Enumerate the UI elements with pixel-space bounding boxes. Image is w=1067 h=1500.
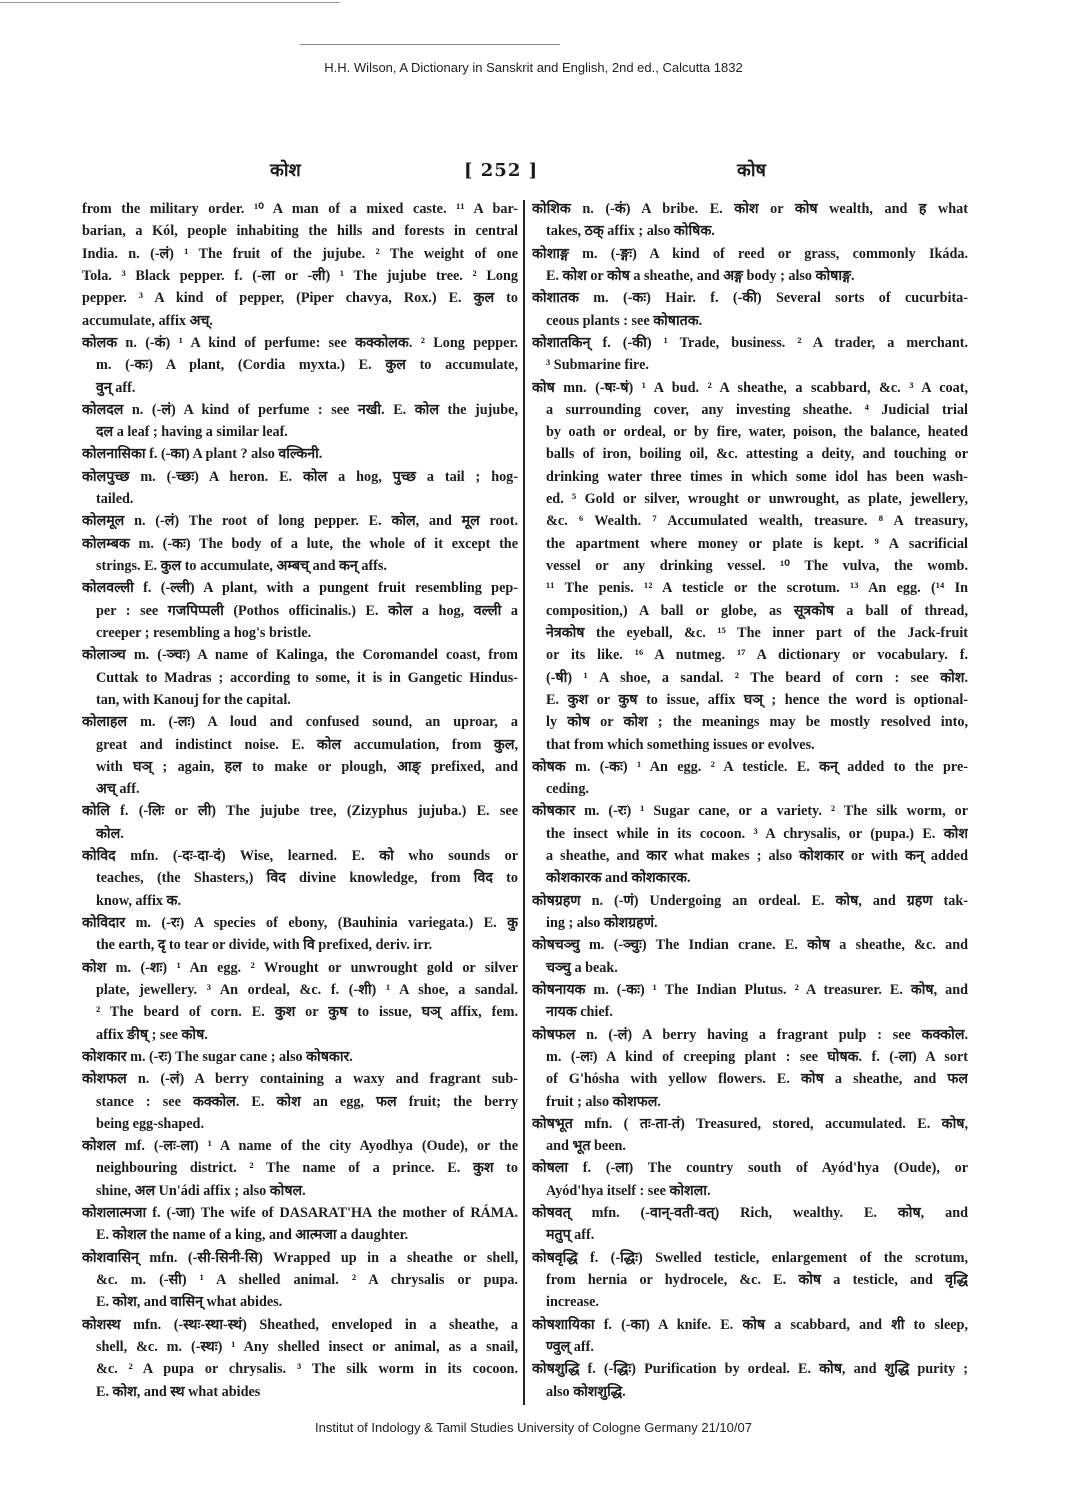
entry-line: कोलक n. (-कं) ¹ A kind of perfume: see कक्कोलक. ² Long pepper. [82, 334, 518, 351]
footer-credit: Institut of Indology & Tamil Studies University of Cologne Germany 21/10/07 [315, 1420, 752, 1435]
entry-continuation-line: vessel or any drinking vessel. ¹⁰ The vulva, the womb. [546, 558, 968, 574]
entry-line: कोशफल n. (-लं) A berry containing a waxy and fragrant sub- [82, 1071, 518, 1088]
entry-continuation-line: कोल. [96, 825, 124, 842]
entry-continuation-line: and भूत been. [546, 1138, 626, 1155]
entry-continuation-line: अच् aff. [96, 781, 140, 798]
entry-continuation-line: tan, with Kanouj for the capital. [96, 691, 291, 708]
entry-continuation-line: the apartment where money or plate is kept. ⁹ A sacrificial [546, 535, 968, 552]
entry-line: कोविद mfn. (-दः-दा-दं) Wise, learned. E. को who sounds or [82, 848, 518, 865]
entry-continuation-line: the earth, दृ to tear or divide, with वि prefixed, deriv. irr. [96, 937, 433, 954]
entry-continuation-line: E. कोश, and वासिन् what abides. [96, 1294, 283, 1311]
entry-line: कोलवल्ली f. (-ल्ली) A plant, with a pungent fruit resembling pep- [82, 580, 518, 597]
entry-line: कोविदार m. (-रः) A species of ebony, (Bauhinia variegata.) E. कु [82, 915, 518, 931]
entry-line: कोशवासिन् mfn. (-सी-सिनी-सि) Wrapped up in a sheathe or shell, [82, 1249, 518, 1266]
entry-line: कोशिक n. (-कं) A bribe. E. कोश or कोष wealth, and ह what [532, 201, 968, 217]
entry-continuation-line: tailed. [96, 491, 134, 508]
entry-continuation-line: increase. [546, 1294, 599, 1311]
entry-continuation-line: नायक chief. [546, 1004, 613, 1021]
entry-continuation-line: दल a leaf ; having a similar leaf. [96, 424, 288, 441]
entry-continuation-line: shine, अल Un'ádi affix ; also कोषल. [96, 1182, 306, 1199]
entry-line: कोषनायक m. (-कः) ¹ The Indian Plutus. ² A treasurer. E. कोष, and [532, 981, 968, 998]
entry-line: India. n. (-लं) ¹ The fruit of the jujube. ² The weight of one [82, 245, 518, 262]
entry-line: कोलनासिका f. (-का) A plant ? also वल्किनी. [82, 446, 323, 463]
entry-line: कोशातकिन् f. (-की) ¹ Trade, business. ² A trader, a merchant. [532, 334, 968, 351]
entry-continuation-line: ceding. [546, 781, 589, 798]
entry-line: कोष mn. (-षः-षं) ¹ A bud. ² A sheathe, a scabbard, &c. ³ A coat, [532, 379, 968, 396]
entry-line: कोशल mf. (-लः-ला) ¹ A name of the city Ayodhya (Oude), or the [82, 1138, 518, 1155]
entry-line: कोलदल n. (-लं) A kind of perfume : see नखी. E. कोल the jujube, [82, 401, 518, 418]
entry-continuation-line: E. कुश or कुष to issue, affix घञ् ; hence the word is optional- [546, 691, 968, 708]
entry-continuation-line: being egg-shaped. [96, 1115, 204, 1132]
entry-continuation-line: &c. ² A pupa or chrysalis. ³ The silk worm in its cocoon. [96, 1361, 518, 1378]
entry-line: कोशकार m. (-रः) The sugar cane ; also कोषकार. [82, 1048, 353, 1065]
entry-continuation-line: ³ Submarine fire. [546, 357, 649, 374]
entry-continuation-line: &c. ⁶ Wealth. ⁷ Accumulated wealth, treasure. ⁸ A treasury, [546, 513, 968, 530]
entry-continuation-line: ² The beard of corn. E. कुश or कुष to issue, घञ् affix, fem. [96, 1004, 518, 1021]
entry-continuation-line: वुन् aff. [96, 379, 136, 396]
entry-continuation-line: E. कोश or कोष a sheathe, and अङ्ग body ; also कोषाङ्ग. [546, 267, 855, 284]
entry-continuation-line: m. (-लः) A kind of creeping plant : see घोषक. f. (-ला) A sort [546, 1048, 968, 1065]
running-head-right: कोष [737, 160, 766, 181]
entry-line: कोषवत् mfn. (-वान्-वती-वत्) Rich, wealthy. E. कोष, and [532, 1205, 968, 1222]
scan-artifact-line [300, 44, 560, 45]
entry-continuation-line: neighbouring district. ² The name of a prince. E. कुश to [96, 1160, 518, 1177]
entry-continuation-line: a surrounding cover, any investing sheathe. ⁴ Judicial trial [546, 401, 968, 418]
entry-line: कोषला f. (-ला) The country south of Ayód'hya (Oude), or [532, 1160, 968, 1177]
entry-line: कोषकार m. (-रः) ¹ Sugar cane, or a variety. ² The silk worm, or [532, 803, 968, 820]
entry-continuation-line: plate, jewellery. ³ An ordeal, &c. f. (-शी) ¹ A shoe, a sandal. [96, 981, 518, 998]
column-divider [523, 200, 525, 1405]
entry-continuation-line: E. कोश, and स्थ what abides [96, 1383, 261, 1400]
entry-line: कोलि f. (-लिः or ली) The jujube tree, (Zizyphus jujuba.) E. see [82, 803, 518, 820]
entry-continuation-line: ing ; also कोशग्रहणं. [546, 915, 658, 931]
entry-continuation-line: &c. m. (-सी) ¹ A shelled animal. ² A chrysalis or pupa. [96, 1272, 518, 1288]
entry-line: कोषशायिका f. (-का) A knife. E. कोष a scabbard, and शी to sleep, [532, 1316, 968, 1333]
entry-continuation-line: Cuttak to Madras ; according to some, it is in Gangetic Hindus- [96, 669, 518, 686]
running-head-left: कोश [270, 160, 301, 181]
entry-continuation-line: stance : see कक्कोल. E. कोश an egg, फल fruit; the berry [96, 1093, 518, 1110]
entry-continuation-line: composition,) A ball or globe, as सूत्रकोष a ball of thread, [546, 602, 968, 619]
entry-line: कोषफल n. (-लं) A berry having a fragrant pulp : see कक्कोल. [532, 1026, 968, 1043]
entry-line: कोलाञ्च m. (-ञ्चः) A name of Kalinga, the Coromandel coast, from [82, 647, 518, 664]
entry-continuation-line: with घञ् ; again, हल to make or plough, आङ् prefixed, and [96, 758, 518, 775]
entry-continuation-line: ceous plants : see कोषातक. [546, 312, 703, 329]
entry-continuation-line: also कोशशुद्धि. [546, 1383, 626, 1400]
right-column [532, 198, 968, 1403]
left-column [82, 198, 518, 1403]
entry-continuation-line: by oath or ordeal, or by fire, water, poison, the balance, heated [546, 424, 968, 441]
entry-continuation-line: know, affix क. [96, 892, 181, 909]
entry-line: कोशस्थ mfn. (-स्थः-स्था-स्थं) Sheathed, enveloped in a sheathe, a [82, 1316, 518, 1333]
entry-line: कोलमूल n. (-लं) The root of long pepper. E. कोल, and मूल root. [82, 513, 518, 530]
entry-line: कोषग्रहण n. (-णं) Undergoing an ordeal. E. कोष, and ग्रहण tak- [532, 892, 968, 909]
entry-continuation-line: नेत्रकोष the eyeball, &c. ¹⁵ The inner part of the Jack-fruit [546, 624, 968, 641]
entry-continuation-line: takes, ठक् affix ; also कोषिक. [546, 223, 715, 240]
entry-continuation-line: from hernia or hydrocele, &c. E. कोष a testicle, and वृद्धि [546, 1272, 968, 1288]
entry-continuation-line: great and indistinct noise. E. कोल accumulation, from कुल, [96, 736, 518, 753]
entry-continuation-line: balls of iron, boiling oil, &c. attesting a deity, and touching or [546, 446, 968, 463]
entry-continuation-line: creeper ; resembling a hog's bristle. [96, 624, 312, 641]
entry-continuation-line: fruit ; also कोशफल. [546, 1093, 661, 1110]
entry-line: कोश m. (-शः) ¹ An egg. ² Wrought or unwrought gold or silver [82, 959, 518, 976]
entry-continuation-line: a sheathe, and कार what makes ; also कोशकार or with कन् added [546, 848, 968, 865]
scan-artifact-line [0, 2, 340, 3]
entry-line: कोशातक m. (-कः) Hair. f. (-की) Several sorts of cucurbita- [532, 290, 968, 307]
entry-continuation-line: कोशकारक and कोशकारक. [546, 870, 691, 887]
entry-line: कोषभूत mfn. ( तः-ता-तं) Treasured, stored, accumulated. E. कोष, [532, 1115, 968, 1132]
entry-continuation-line: E. कोशल the name of a king, and आत्मजा a daughter. [96, 1227, 409, 1244]
entry-line: accumulate, affix अच्. [82, 312, 213, 329]
entry-line: कोशाङ्ग m. (-ङ्गः) A kind of reed or grass, commonly Ikáda. [532, 245, 968, 262]
entry-continuation-line: strings. E. कुल to accumulate, अम्बच् and कन् affs. [96, 558, 387, 574]
entry-continuation-line: Ayód'hya itself : see कोशला. [546, 1182, 711, 1199]
entry-line: कोषशुद्धि f. (-द्धिः) Purification by ordeal. E. कोष, and शुद्धि purity ; [532, 1361, 968, 1378]
page-number: [ 252 ] [464, 160, 539, 181]
entry-line: कोषवृद्धि f. (-द्धिः) Swelled testicle, enlargement of the scrotum, [532, 1249, 968, 1266]
entry-line: barian, a Kól, people inhabiting the hills and forests in central [82, 223, 518, 240]
entry-line: from the military order. ¹⁰ A man of a mixed caste. ¹¹ A bar- [82, 201, 518, 217]
entry-continuation-line: ण्वुल् aff. [546, 1338, 594, 1355]
entry-continuation-line: that from which something issues or evolves. [546, 736, 815, 753]
entry-continuation-line: ¹¹ The penis. ¹² A testicle or the scrotum. ¹³ An egg. (¹⁴ In [546, 580, 968, 597]
entry-line: Tola. ³ Black pepper. f. (-ला or -ली) ¹ The jujube tree. ² Long [82, 267, 518, 284]
entry-continuation-line: ed. ⁵ Gold or silver, wrought or unwrought, as plate, jewellery, [546, 491, 968, 508]
entry-continuation-line: shell, &c. m. (-स्थः) ¹ Any shelled insect or animal, as a snail, [96, 1338, 518, 1355]
entry-continuation-line: or its like. ¹⁶ A nutmeg. ¹⁷ A dictionary or vocabulary. f. [546, 647, 968, 664]
entry-continuation-line: (-षी) ¹ A shoe, a sandal. ² The beard of corn : see कोश. [546, 669, 968, 686]
entry-line: कोलम्बक m. (-कः) The body of a lute, the whole of it except the [82, 535, 518, 552]
entry-continuation-line: the insect while in its cocoon. ³ A chrysalis, or (pupa.) E. कोश [546, 825, 968, 842]
entry-continuation-line: teaches, (the Shasters,) विद divine knowledge, from विद to [96, 870, 518, 887]
entry-continuation-line: drinking water three times in which some idol has been wash- [546, 468, 968, 485]
entry-line: कोलाहल m. (-लः) A loud and confused sound, an uproar, a [82, 714, 518, 731]
entry-line: कोशलात्मजा f. (-जा) The wife of DASARAT'HA the mother of RÁMA. [82, 1205, 518, 1222]
entry-continuation-line: ly कोष or कोश ; the meanings may be mostly resolved into, [546, 714, 968, 731]
entry-line: कोषचञ्चु m. (-ञ्चुः) The Indian crane. E. कोष a sheathe, &c. and [532, 937, 968, 954]
entry-continuation-line: affix ङीष् ; see कोष. [96, 1026, 208, 1043]
entry-continuation-line: per : see गजपिप्पली (Pothos officinalis.) E. कोल a hog, वल्ली a [96, 602, 518, 619]
source-header: H.H. Wilson, A Dictionary in Sanskrit and English, 2nd ed., Calcutta 1832 [324, 60, 743, 75]
entry-line: कोषक m. (-कः) ¹ An egg. ² A testicle. E. कन् added to the pre- [532, 758, 968, 775]
entry-line: pepper. ³ A kind of pepper, (Piper chavya, Rox.) E. कुल to [82, 290, 518, 307]
entry-continuation-line: of G'hósha with yellow flowers. E. कोष a sheathe, and फल [546, 1071, 968, 1088]
entry-continuation-line: चञ्चु a beak. [546, 959, 618, 976]
entry-continuation-line: m. (-कः) A plant, (Cordia myxta.) E. कुल to accumulate, [96, 357, 518, 374]
entry-line: कोलपुच्छ m. (-च्छः) A heron. E. कोल a hog, पुच्छ a tail ; hog- [82, 468, 518, 485]
entry-continuation-line: मतुप् aff. [546, 1227, 595, 1244]
